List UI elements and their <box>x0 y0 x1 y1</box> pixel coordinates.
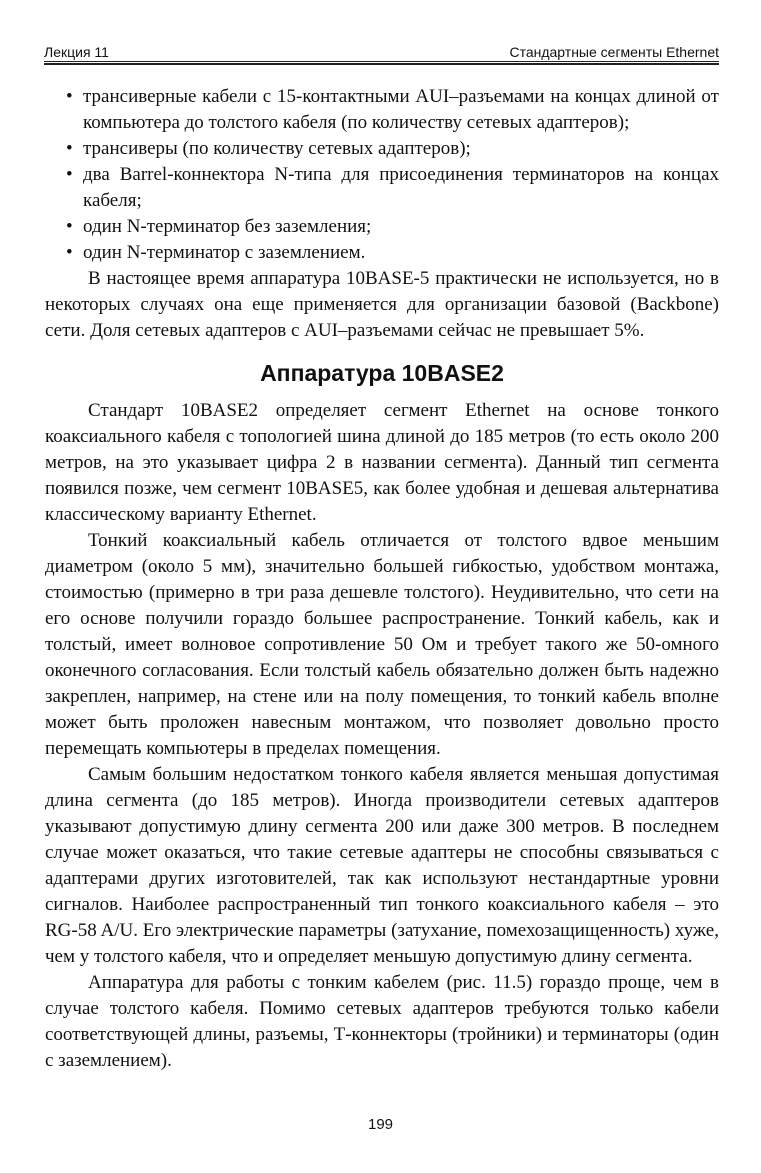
equipment-list <box>45 84 719 266</box>
list-item <box>45 240 719 266</box>
body-paragraph: Тонкий коаксиальный кабель отличается от толстого вдвое меньшим диаметром (около 5 мм), значительно большей гибкостью, удобством монтажа, стоимостью (примерно в три раза дешевле толстого). Неудивительно, что сети на его основе получили гораздо большее распространение. Тонкий кабель, как и толстый, имеет волновое сопротивление 50 Ом и требует такого же 50-омного оконечного согласования. Если толстый кабель обязательно должен быть надежно закреплен, например, на стене или на полу помещения, то тонкий кабель вполне может быть проложен навесным монтажом, что позволяет довольно просто перемещать компьютеры в пределах помещения. <box>45 530 719 759</box>
list-item <box>45 162 719 214</box>
list-item <box>45 136 719 162</box>
body-paragraph: Аппаратура для работы с тонким кабелем (рис. 11.5) гораздо проще, чем в случае толстого кабеля. Помимо сетевых адаптеров требуются только кабели соответствующей длины, разъемы, Т-коннекторы (тройники) и терминаторы (один с заземлением). <box>45 972 719 1071</box>
header-rule <box>44 61 719 65</box>
body-paragraph: Самым большим недостатком тонкого кабеля является меньшая допустимая длина сегмента (до 185 метров). Иногда производители сетевых адаптеров указывают допустимую длину сегмента 200 или даже 300 метров. В последнем случае может оказаться, что такие сетевые адаптеры не способны связываться с адаптерами других изготовителей, так как используют нестандартные уровни сигналов. Наиболее распространенный тип тонкого коаксиального кабеля – это RG-58 A/U. Его электрические параметры (затухание, помехозащищенность) хуже, чем у толстого кабеля, что и определяет меньшую допустимую длину сегмента. <box>45 764 719 967</box>
bullet-icon: • <box>66 86 73 107</box>
page-number: 199 <box>367 1116 394 1133</box>
bullet-icon: • <box>66 242 73 263</box>
bullet-icon: • <box>66 216 73 237</box>
section-title: Аппаратура 10BASE2 <box>260 360 504 386</box>
bullet-icon: • <box>66 138 73 159</box>
list-item-text: трансиверы (по количеству сетевых адаптеров); <box>83 138 471 159</box>
list-item-text: один N-терминатор с заземлением. <box>83 242 366 263</box>
running-header <box>44 40 719 60</box>
list-item <box>45 214 719 240</box>
body-paragraph: Стандарт 10BASE2 определяет сегмент Ethernet на основе тонкого коаксиального кабеля с топологией шина длиной до 185 метров (то есть около 200 метров, на это указывает цифра 2 в названии сегмента). Данный тип сегмента появился позже, чем сегмент 10BASE5, как более удобная и дешевая альтернатива классическому варианту Ethernet. <box>45 400 719 525</box>
list-item <box>45 84 719 136</box>
header-lecture-label: Лекция 11 <box>44 44 109 60</box>
intro-paragraph: В настоящее время аппаратура 10BASE-5 практически не используется, но в некоторых случаях она еще применяется для организации базовой (Backbone) сети. Доля сетевых адаптеров с AUI–разъемами сейчас не превышает 5%. <box>45 268 719 341</box>
header-chapter-title: Стандартные сегменты Ethernet <box>509 44 719 60</box>
list-item-text: два Barrel-коннектора N-типа для присоединения терминаторов на концах кабеля; <box>83 164 719 211</box>
page-body <box>45 84 719 1074</box>
bullet-icon: • <box>66 164 73 185</box>
list-item-text: трансиверные кабели с 15-контактными AUI–разъемами на концах длиной от компьютера до толстого кабеля (по количеству сетевых адаптеров); <box>83 86 719 133</box>
list-item-text: один N-терминатор без заземления; <box>83 216 372 237</box>
